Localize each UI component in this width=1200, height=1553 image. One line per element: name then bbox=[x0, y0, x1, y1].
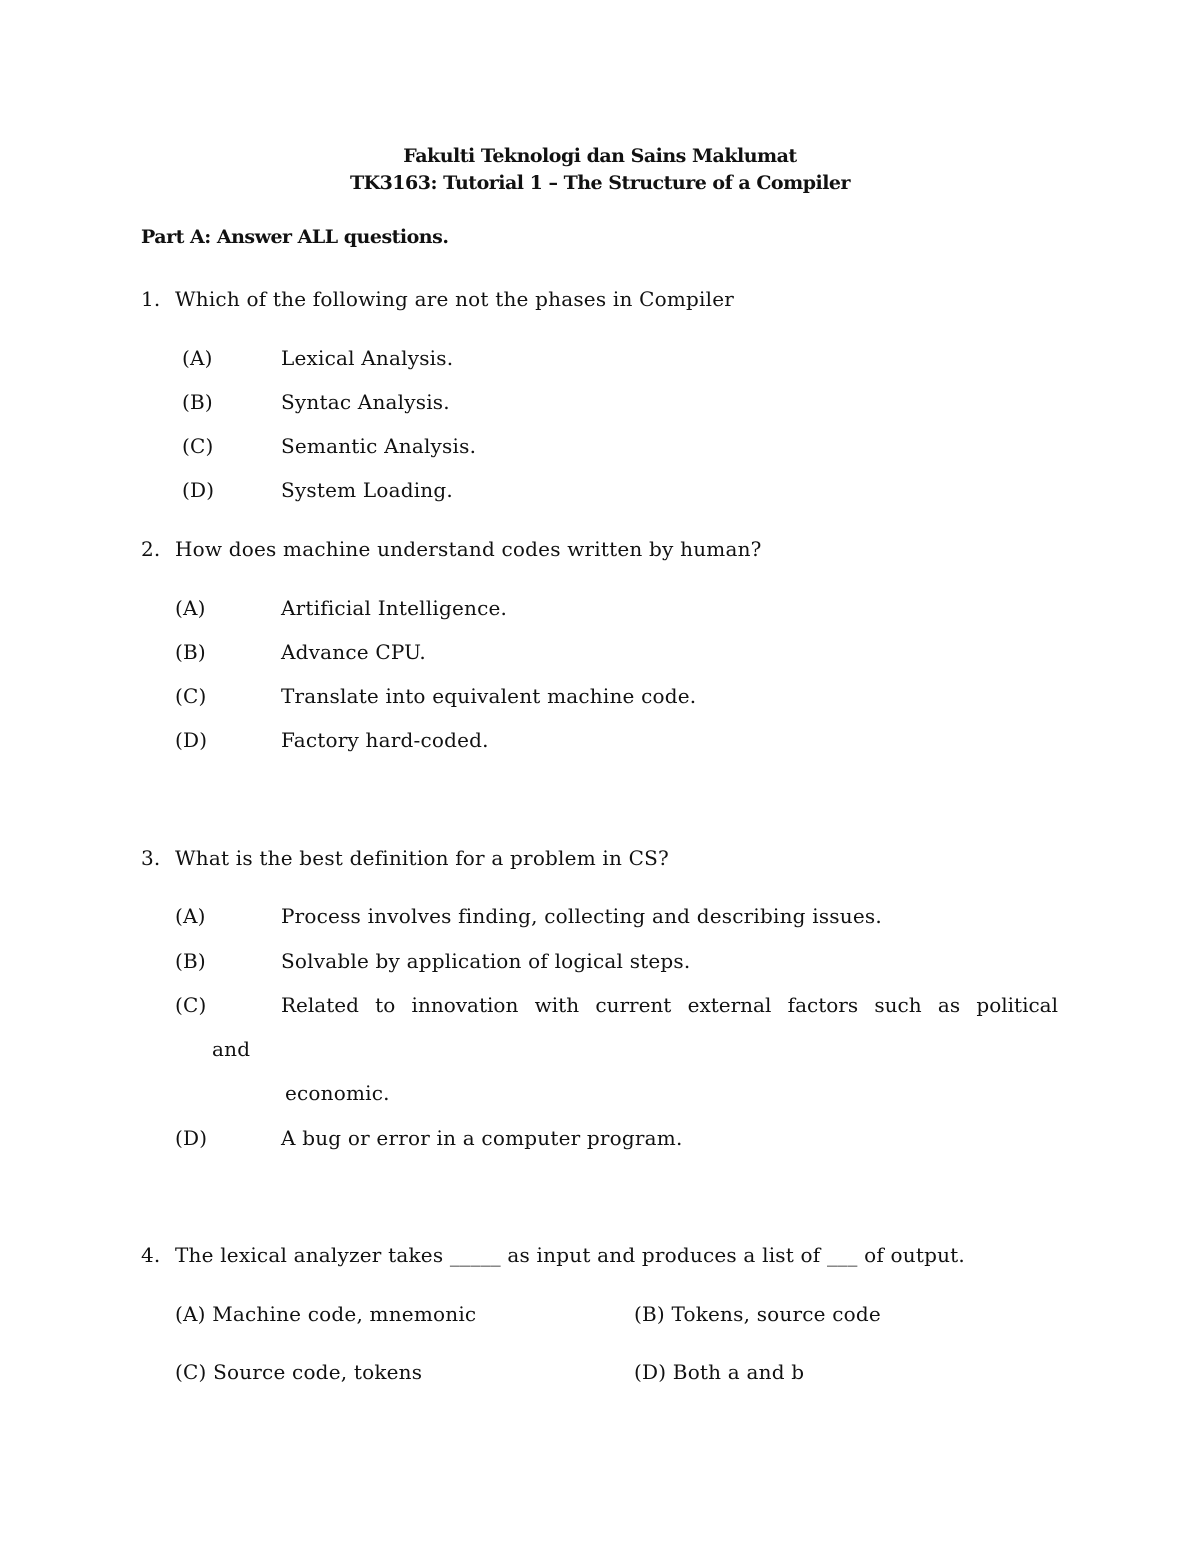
question-2-option-c-text: Translate into equivalent machine code. bbox=[281, 684, 697, 708]
question-4-option-a: (A) Machine code, mnemonic bbox=[175, 1302, 477, 1326]
question-1-text: Which of the following are not the phases in Compiler bbox=[175, 287, 734, 311]
question-2-option-a-text: Artificial Intelligence. bbox=[281, 596, 508, 620]
question-4-option-d: (D) Both a and b bbox=[634, 1360, 805, 1384]
question-3-number: 3. bbox=[141, 846, 161, 870]
question-3-option-c-text: Related to innovation with current external factors such as political bbox=[281, 993, 1058, 1017]
faculty-title: Fakulti Teknologi dan Sains Maklumat bbox=[403, 145, 797, 167]
question-3-option-c-continuation: and bbox=[212, 1037, 251, 1061]
question-1-option-b-text: Syntac Analysis. bbox=[281, 390, 450, 414]
part-a-heading: Part A: Answer ALL questions. bbox=[141, 226, 449, 248]
question-2-option-d-text: Factory hard-coded. bbox=[281, 728, 489, 752]
question-3-option-c-label: (C) bbox=[175, 993, 207, 1017]
question-2-option-b-label: (B) bbox=[175, 640, 206, 664]
question-1-option-a-label: (A) bbox=[182, 346, 213, 370]
question-3-text: What is the best definition for a problem in CS? bbox=[175, 846, 669, 870]
question-3-option-a-text: Process involves finding, collecting and describing issues. bbox=[281, 904, 882, 928]
question-3-option-a-label: (A) bbox=[175, 904, 206, 928]
question-2-option-d-label: (D) bbox=[175, 728, 208, 752]
question-3-option-b-text: Solvable by application of logical steps. bbox=[281, 949, 691, 973]
question-1-number: 1. bbox=[141, 287, 161, 311]
question-2-option-c-label: (C) bbox=[175, 684, 207, 708]
question-1-option-d-text: System Loading. bbox=[281, 478, 453, 502]
question-2-text: How does machine understand codes written by human? bbox=[175, 537, 762, 561]
question-4-option-c: (C) Source code, tokens bbox=[175, 1360, 423, 1384]
question-3-option-b-label: (B) bbox=[175, 949, 206, 973]
question-4-option-b: (B) Tokens, source code bbox=[634, 1302, 881, 1326]
question-1-option-c-label: (C) bbox=[182, 434, 214, 458]
question-3-option-d-label: (D) bbox=[175, 1126, 208, 1150]
question-3-option-d-text: A bug or error in a computer program. bbox=[281, 1126, 683, 1150]
question-3-option-c-continuation-2: economic. bbox=[285, 1081, 390, 1105]
course-title: TK3163: Tutorial 1 – The Structure of a Compiler bbox=[349, 172, 851, 194]
question-1-option-a-text: Lexical Analysis. bbox=[281, 346, 454, 370]
question-2-option-a-label: (A) bbox=[175, 596, 206, 620]
question-2-option-b-text: Advance CPU. bbox=[281, 640, 426, 664]
question-1-option-c-text: Semantic Analysis. bbox=[281, 434, 477, 458]
question-4-number: 4. bbox=[141, 1243, 161, 1267]
question-4-text: The lexical analyzer takes _____ as input and produces a list of ___ of output. bbox=[175, 1243, 965, 1267]
question-1-option-d-label: (D) bbox=[182, 478, 215, 502]
question-1-option-b-label: (B) bbox=[182, 390, 213, 414]
question-2-number: 2. bbox=[141, 537, 161, 561]
